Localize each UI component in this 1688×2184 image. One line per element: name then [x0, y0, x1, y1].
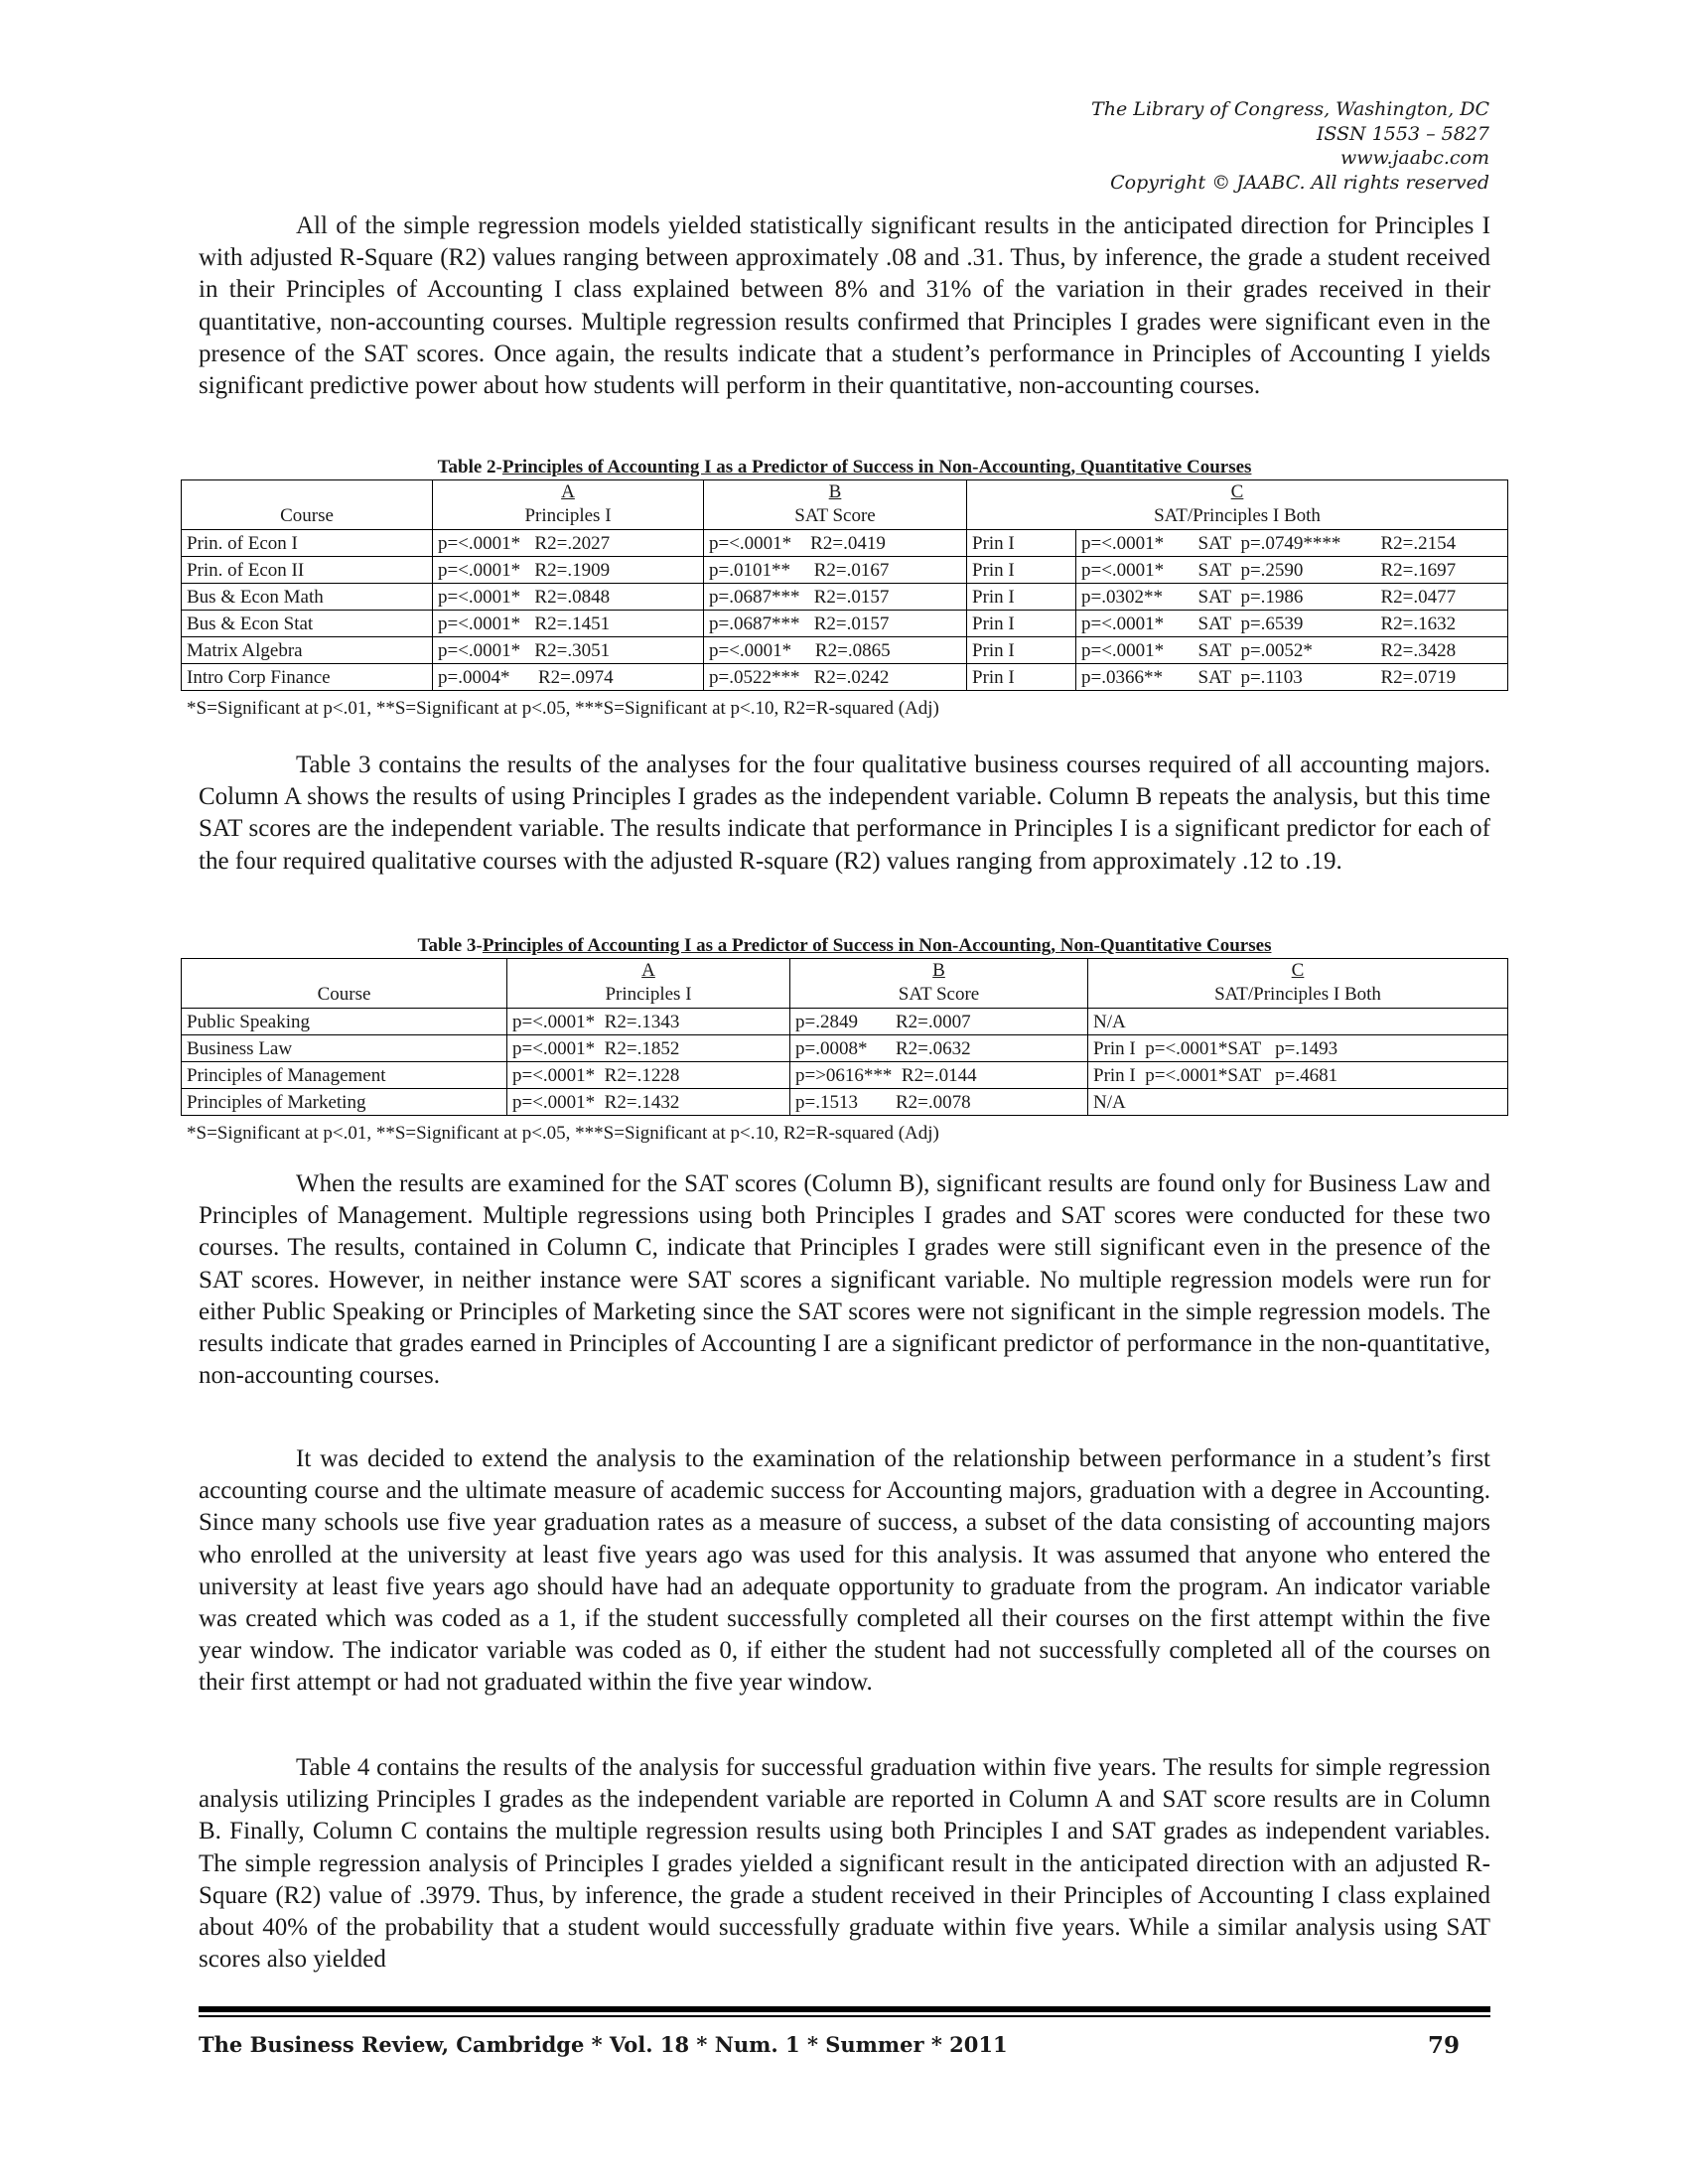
table-row: [182, 611, 1508, 637]
both-label-cell: Prin I: [967, 530, 1076, 557]
table-row: [182, 1009, 1508, 1035]
table-3-caption-prefix: Table 3-: [417, 935, 483, 956]
course-cell: Prin. of Econ II: [182, 557, 433, 584]
footer-rule-thick: [199, 2006, 1490, 2012]
paragraph-3: When the results are examined for the SAT scores (Column B), significant results are found only for Business Law and Principles of Management. Multiple regressions using both Principles I grades and SAT scores were conducted for these two courses. The results, contained in Column C, indicate that Principles I grades were still significant even in the presence of the SAT scores. However, in neither instance were SAT scores a significant variable. No multiple regression models were run for either Public Speaking or Principles of Marketing since the SAT scores were not significant in the simple regression models. The results indicate that grades earned in Principles of Accounting I are a significant predictor of performance in the non-quantitative, non-accounting courses.: [199, 1170, 1490, 1390]
table-2-header-b: B SAT Score: [704, 480, 967, 530]
header-line-2: ISSN 1553 – 5827: [1316, 122, 1489, 145]
course-cell: Prin. of Econ I: [182, 530, 433, 557]
sat-cell: p=>0616*** R2=.0144: [790, 1062, 1088, 1089]
principles-cell: p=.0004* R2=.0974: [433, 664, 704, 691]
both-label-cell: Prin I: [967, 664, 1076, 691]
course-cell: Principles of Management: [182, 1062, 507, 1089]
both-r2-cell: R2=.3428: [1376, 637, 1508, 664]
table-3-header-course: Course: [182, 959, 507, 1009]
principles-cell: p=<.0001* R2=.1451: [433, 611, 704, 637]
paragraph-2: Table 3 contains the results of the analyses for the four qualitative business courses required of all accounting majors. Column A shows the results of using Principles I grades as the independent variable. Column B repeats the analysis, but this time SAT scores are the independent variable. The results indicate that performance in Principles I is a significant predictor for each of the four required qualitative courses with the adjusted R-square (R2) values ranging from approximately .12 to .19.: [199, 751, 1490, 875]
principles-cell: p=<.0001* R2=.3051: [433, 637, 704, 664]
header-line-3: www.jaabc.com: [1339, 147, 1489, 169]
sat-cell: p=.0522*** R2=.0242: [704, 664, 967, 691]
header-line-1: The Library of Congress, Washington, DC: [1091, 98, 1489, 120]
both-sat-cell: SAT p=.0749****: [1194, 530, 1376, 557]
table-row: [182, 1062, 1508, 1089]
paragraph-5: Table 4 contains the results of the analysis for successful graduation within five years. The results for simple regression analysis utilizing Principles I grades as the independent variable are reported in Column A and SAT score results are in Column B. Finally, Column C contains the multiple regression results using both Principles I and SAT grades as independent variables. The simple regression analysis of Principles I grades yielded a significant result in the anticipated direction with an adjusted R-Square (R2) value of .3979. Thus, by inference, the grade a student received in their Principles of Accounting I class explained about 40% of the probability that a student would successfully graduate within five years. While a similar analysis using SAT scores also yielded: [199, 1754, 1490, 1974]
sat-cell: p=.2849 R2=.0007: [790, 1009, 1088, 1035]
table-2-note: *S=Significant at p<.01, **S=Significant at p<.05, ***S=Significant at p<.10, R2=R-squared (Adj): [187, 698, 939, 719]
journal-footer: The Business Review, Cambridge * Vol. 18 * Num. 1 * Summer * 2011: [199, 2032, 1008, 2057]
principles-cell: p=<.0001* R2=.2027: [433, 530, 704, 557]
table-2: [181, 479, 1508, 691]
page-header: [1091, 97, 1489, 195]
both-r2-cell: R2=.0477: [1376, 584, 1508, 611]
principles-cell: p=<.0001* R2=.1343: [507, 1009, 790, 1035]
principles-cell: p=<.0001* R2=.1432: [507, 1089, 790, 1116]
table-3-caption: [181, 935, 1508, 957]
both-cell: Prin I p=<.0001*SAT p=.1493: [1088, 1035, 1508, 1062]
both-p-cell: p=.0302**: [1076, 584, 1194, 611]
principles-cell: p=<.0001* R2=.0848: [433, 584, 704, 611]
both-cell: N/A: [1088, 1009, 1508, 1035]
footer-rule-thin: [199, 2015, 1490, 2017]
course-cell: Business Law: [182, 1035, 507, 1062]
both-label-cell: Prin I: [967, 584, 1076, 611]
table-row: [182, 557, 1508, 584]
sat-cell: p=.0687*** R2=.0157: [704, 611, 967, 637]
both-sat-cell: SAT p=.2590: [1194, 557, 1376, 584]
principles-cell: p=<.0001* R2=.1852: [507, 1035, 790, 1062]
table-2-header-c: C SAT/Principles I Both: [967, 480, 1508, 530]
sat-cell: p=<.0001* R2=.0419: [704, 530, 967, 557]
table-row: [182, 637, 1508, 664]
both-r2-cell: R2=.1697: [1376, 557, 1508, 584]
both-label-cell: Prin I: [967, 557, 1076, 584]
table-row: [182, 584, 1508, 611]
table-row: [182, 664, 1508, 691]
course-cell: Public Speaking: [182, 1009, 507, 1035]
sat-cell: p=.1513 R2=.0078: [790, 1089, 1088, 1116]
table-row: [182, 1089, 1508, 1116]
table-2-caption-title: Principles of Accounting I as a Predictor of Success in Non-Accounting, Quantitative Courses: [501, 457, 1252, 478]
both-r2-cell: R2=.1632: [1376, 611, 1508, 637]
course-cell: Bus & Econ Math: [182, 584, 433, 611]
table-2-header-course: Course: [182, 480, 433, 530]
paragraph-1: All of the simple regression models yielded statistically significant results in the anticipated direction for Principles I with adjusted R-Square (R2) values ranging between approximately .08 and .31. Thus, by inference, the grade a student received in their Principles of Accounting I class explained between 8% and 31% of the variation in their grades received in their quantitative, non-accounting courses. Multiple regression results confirmed that Principles I grades were significant even in the presence of the SAT scores. Once again, the results indicate that a student’s performance in Principles of Accounting I yields significant predictive power about how students will perform in their quantitative, non-accounting courses.: [199, 212, 1490, 400]
table-3-header-row: [182, 959, 1508, 1009]
both-cell: N/A: [1088, 1089, 1508, 1116]
table-2-caption: [181, 457, 1508, 478]
both-p-cell: p=<.0001*: [1076, 530, 1194, 557]
sat-cell: p=.0008* R2=.0632: [790, 1035, 1088, 1062]
principles-cell: p=<.0001* R2=.1909: [433, 557, 704, 584]
both-sat-cell: SAT p=.6539: [1194, 611, 1376, 637]
both-sat-cell: SAT p=.1103: [1194, 664, 1376, 691]
table-2-header-row: [182, 480, 1508, 530]
both-p-cell: p=.0366**: [1076, 664, 1194, 691]
header-line-4: Copyright © JAABC. All rights reserved: [1110, 171, 1489, 194]
table-3-header-b: B SAT Score: [790, 959, 1088, 1009]
course-cell: Intro Corp Finance: [182, 664, 433, 691]
table-2-header-a: A Principles I: [433, 480, 704, 530]
both-label-cell: Prin I: [967, 637, 1076, 664]
page-number: 79: [1427, 2032, 1460, 2059]
table-3-header-a: A Principles I: [507, 959, 790, 1009]
both-p-cell: p=<.0001*: [1076, 557, 1194, 584]
course-cell: Matrix Algebra: [182, 637, 433, 664]
paragraph-4: It was decided to extend the analysis to the examination of the relationship between performance in a student’s first accounting course and the ultimate measure of academic success for Accounting majors, graduation with a degree in Accounting. Since many schools use five year graduation rates as a measure of success, a subset of the data consisting of accounting majors who enrolled at the university at least five years ago was used for this analysis. It was assumed that anyone who entered the university at least five years ago should have had an adequate opportunity to graduate from the program. An indicator variable was created which was coded as a 1, if the student successfully completed all their courses on the first attempt within the five year window. The indicator variable was coded as 0, if either the student had not successfully completed all of the courses on their first attempt or had not graduated within the five year window.: [199, 1445, 1490, 1697]
both-sat-cell: SAT p=.1986: [1194, 584, 1376, 611]
table-3: [181, 958, 1508, 1116]
sat-cell: p=.0101** R2=.0167: [704, 557, 967, 584]
both-r2-cell: R2=.2154: [1376, 530, 1508, 557]
table-3-caption-title: Principles of Accounting I as a Predictor of Success in Non-Accounting, Non-Quantitative Courses: [482, 935, 1272, 956]
sat-cell: p=<.0001* R2=.0865: [704, 637, 967, 664]
table-row: [182, 1035, 1508, 1062]
both-label-cell: Prin I: [967, 611, 1076, 637]
table-3-header-c: C SAT/Principles I Both: [1088, 959, 1508, 1009]
table-row: [182, 530, 1508, 557]
table-3-note: *S=Significant at p<.01, **S=Significant at p<.05, ***S=Significant at p<.10, R2=R-squared (Adj): [187, 1123, 939, 1144]
principles-cell: p=<.0001* R2=.1228: [507, 1062, 790, 1089]
both-p-cell: p=<.0001*: [1076, 637, 1194, 664]
course-cell: Principles of Marketing: [182, 1089, 507, 1116]
both-sat-cell: SAT p=.0052*: [1194, 637, 1376, 664]
both-cell: Prin I p=<.0001*SAT p=.4681: [1088, 1062, 1508, 1089]
course-cell: Bus & Econ Stat: [182, 611, 433, 637]
sat-cell: p=.0687*** R2=.0157: [704, 584, 967, 611]
table-2-caption-prefix: Table 2-: [437, 457, 502, 478]
both-r2-cell: R2=.0719: [1376, 664, 1508, 691]
both-p-cell: p=<.0001*: [1076, 611, 1194, 637]
